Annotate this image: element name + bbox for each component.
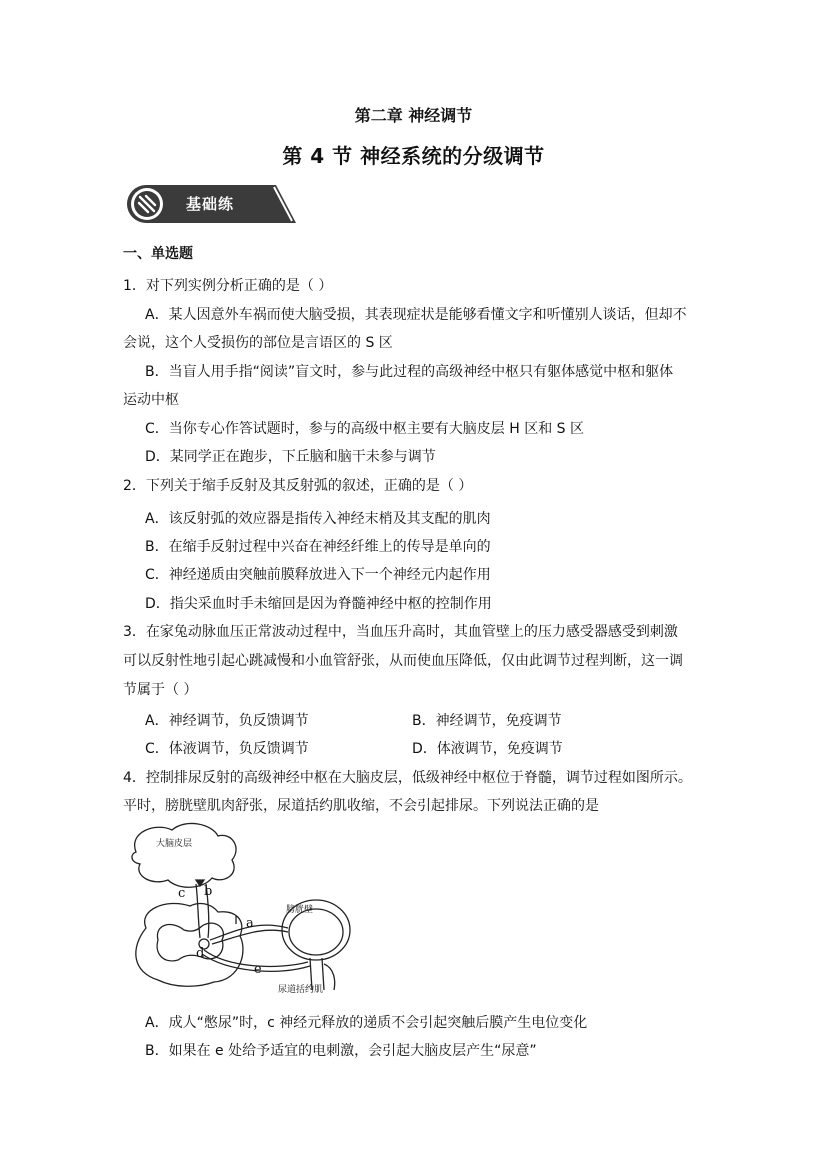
label-e: e [254,962,262,977]
question-1-option-b: B．当盲人用手指“阅读”盲文时，参与此过程的高级神经中枢只有躯体感觉中枢和躯体 [145,364,674,380]
question-4-stem-line-2: 平时，膀胱壁肌肉舒张，尿道括约肌收缩，不会引起排尿。下列说法正确的是 [123,798,599,814]
label-a: a [246,916,254,931]
question-3-option-d: D．体液调节，免疫调节 [412,741,563,757]
question-1-option-d: D．某同学正在跑步，下丘脑和脑干未参与调节 [145,449,436,465]
question-1-option-a: A．某人因意外车祸而使大脑受损，其表现症状是能够看懂文字和听懂别人谈话，但却不 [145,307,687,323]
question-4-option-a: A．成人“憋尿”时，c 神经元释放的递质不会引起突触后膜产生电位变化 [145,1015,588,1031]
question-3-option-a: A．神经调节，负反馈调节 [145,713,309,729]
basic-practice-banner [126,183,298,225]
label-c: c [178,886,186,901]
question-3-stem-line-3: 节属于（ ） [123,682,198,698]
question-2-option-b: B．在缩手反射过程中兴奋在神经纤维上的传导是单向的 [145,539,491,555]
question-3-stem-line-2: 可以反射性地引起心跳减慢和小血管舒张，从而使血压降低，仅由此调节过程判断，这一调 [123,653,683,669]
question-1-option-a-cont: 会说，这个人受损伤的部位是言语区的 S 区 [123,335,393,351]
question-1-option-c: C．当你专心作答试题时，参与的高级中枢主要有大脑皮层 H 区和 S 区 [145,421,584,437]
part-title: 一、单选题 [123,246,193,262]
question-4-stem-line-1: 4．控制排尿反射的高级神经中枢在大脑皮层，低级神经中枢位于脊髓，调节过程如图所示。 [123,770,692,786]
label-bladder-wall: 膀胱壁 [286,905,314,915]
question-2-option-a: A．该反射弧的效应器是指传入神经末梢及其支配的肌肉 [145,511,491,527]
urination-reflex-diagram [128,820,408,1000]
section-title: 第 4 节 神经系统的分级调节 [282,144,545,168]
chapter-title: 第二章 神经调节 [354,106,473,125]
question-1-stem: 1．对下列实例分析正确的是（ ） [123,278,333,294]
question-2-option-d: D．指尖采血时手未缩回是因为脊髓神经中枢的控制作用 [145,596,492,612]
question-2-stem: 2．下列关于缩手反射及其反射弧的叙述，正确的是（ ） [123,478,473,494]
question-3-option-b: B．神经调节，免疫调节 [412,713,562,729]
question-3-option-c: C．体液调节，负反馈调节 [145,741,309,757]
label-cortex: 大脑皮层 [156,839,193,849]
banner-label: 基础练 [186,195,235,213]
label-sphincter: 尿道括约肌 [278,985,324,995]
question-1-option-b-cont: 运动中枢 [123,392,179,408]
question-4-option-b: B．如果在 e 处给予适宜的电刺激，会引起大脑皮层产生“尿意” [145,1043,537,1059]
question-3-stem-line-1: 3．在家兔动脉血压正常波动过程中，当血压升高时，其血管壁上的压力感受器感受到刺激 [123,624,678,640]
question-2-option-c: C．神经递质由突触前膜释放进入下一个神经元内起作用 [145,567,491,583]
label-b: b [204,884,213,899]
label-d: d [196,946,205,961]
